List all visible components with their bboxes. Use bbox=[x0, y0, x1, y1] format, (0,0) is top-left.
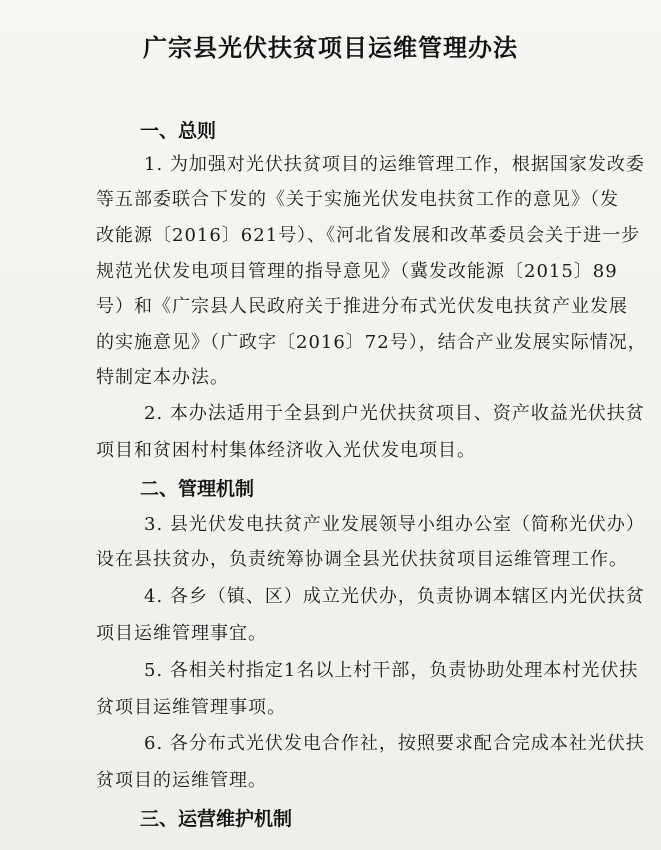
paragraph-line: 特制定本办法。 bbox=[96, 367, 229, 388]
paragraph-line: 1. 为加强对光伏扶贫项目的运维管理工作，根据国家发改委 bbox=[144, 154, 645, 175]
paragraph-line: 贫项目运维管理事项。 bbox=[96, 697, 286, 718]
paragraph-line: 号）和《广宗县人民政府关于推进分布式光伏发电扶贫产业发展 bbox=[96, 296, 628, 317]
paragraph-line: 项目和贫困村村集体经济收入光伏发电项目。 bbox=[96, 440, 476, 461]
paragraph-line: 的实施意见》（广政字〔2016〕72号），结合产业发展实际情况， bbox=[96, 332, 647, 353]
paragraph-line: 规范光伏发电项目管理的指导意见》（冀发改能源〔2015〕89 bbox=[96, 261, 618, 282]
paragraph-line: 贫项目的运维管理。 bbox=[96, 770, 267, 791]
paragraph-line: 2. 本办法适用于全县到户光伏扶贫项目、资产收益光伏扶贫 bbox=[144, 403, 645, 424]
paragraph-line: 等五部委联合下发的《关于实施光伏发电扶贫工作的意见》（发 bbox=[96, 189, 619, 210]
section-heading-operations: 三、运营维护机制 bbox=[140, 808, 293, 830]
paragraph-line: 项目运维管理事宜。 bbox=[96, 623, 267, 644]
section-heading-management: 二、管理机制 bbox=[140, 478, 255, 500]
paragraph-line: 6. 各分布式光伏发电合作社，按照要求配合完成本社光伏扶 bbox=[144, 733, 645, 754]
paragraph-line: 5. 各相关村指定1名以上村干部，负责协助处理本村光伏扶 bbox=[144, 660, 639, 681]
paragraph-line: 设在县扶贫办，负责统筹协调全县光伏扶贫项目运维管理工作。 bbox=[96, 549, 628, 570]
paragraph-line: 改能源〔2016〕621号）、《河北省发展和改革委员会关于进一步 bbox=[96, 225, 641, 246]
section-heading-general: 一、总则 bbox=[140, 120, 217, 142]
paragraph-line: 4. 各乡（镇、区）成立光伏办，负责协调本辖区内光伏扶贫 bbox=[144, 586, 645, 607]
paragraph-line: 3. 县光伏发电扶贫产业发展领导小组办公室（简称光伏办） bbox=[144, 514, 645, 535]
document-title: 广宗县光伏扶贫项目运维管理办法 bbox=[143, 34, 518, 62]
